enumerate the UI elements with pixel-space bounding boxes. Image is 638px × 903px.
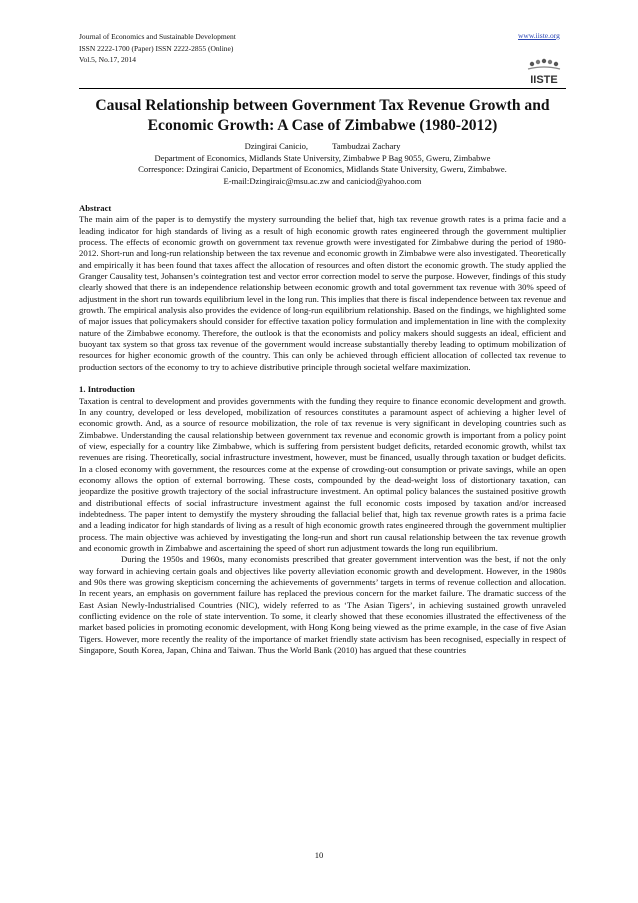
page-number: 10 xyxy=(314,850,324,860)
introduction-paragraph-1: Taxation is central to development and provides governments with the funding they require to finance economic development and growth. In any country, developed or less developed, mobilization of resources constitutes a paramount aspect of achieving a higher level of economic growth. And, as a source of resource mobilization, the role of tax revenue is very significant in developing countries such as Zimbabwe. Understanding the causal relationship between government tax revenue and economic growth is important from a policy point of view, especially for a country like Zimbabwe, which is suffering from persistent budget deficits, retarded economic growth, whilst tax revenues are rising. Theoretically, social infrastructure investment, however, must be financed, usually through taxation or budget deficits. In a closed economy with government, the resources come at the expense of crowding-out consumption or private savings, while an open economy allows the option of external borrowing. These costs, compounded by the dead-weight loss of distortionary taxation, can jeopardize the positive growth trajectory of the social infrastructure investment. An optimal policy balances the sustained positive growth and distributional effects of social infrastructure investment against the full economic costs imposed by taxation and/or increased indebtedness. The paper intent to demystify the mystery shrouding the fallacial belief that, high tax revenue growth rates is a prima facie and a leading indicator for high standards of living as a result of high economic growth rates engineered through the government multiplier process. The main objective was achieved by investigating the long-run and short run causal relationship between the tax revenue growth and economic growth in Zimbabwe and ascertaining the speed of short run adjustment towards the long run equilibrium. xyxy=(79,395,566,553)
introduction-heading: 1. Introduction xyxy=(79,384,135,395)
author-block xyxy=(79,141,566,187)
paper-body xyxy=(79,203,566,656)
iiste-logo xyxy=(522,56,566,88)
journal-url-link[interactable]: www.iiste.org xyxy=(518,31,560,40)
paper-title: Causal Relationship between Government Tax Revenue Growth and Economic Growth: A Case of Zimbabwe (1980-2012) xyxy=(95,97,550,134)
journal-info xyxy=(79,31,236,66)
abstract-heading: Abstract xyxy=(79,203,112,213)
volume: Vol.5, No.17, 2014 xyxy=(79,55,136,64)
logo-text: IISTE xyxy=(530,74,558,86)
correspondence: Corresponce: Dzingirai Canicio, Department of Economics, Midlands State University, Gweru, Zimbabwe. xyxy=(138,164,507,175)
author-2: Tambudzai Zachary xyxy=(332,141,401,151)
authors xyxy=(79,141,566,153)
email: E-mail:Dzingiraic@msu.ac.zw and caniciod@yahoo.com xyxy=(223,175,422,186)
journal-name: Journal of Economics and Sustainable Development xyxy=(79,32,236,41)
header-rule xyxy=(79,88,566,89)
issn: ISSN 2222-1700 (Paper) ISSN 2222-2855 (Online) xyxy=(79,43,234,53)
affiliation: Department of Economics, Midlands State University, Zimbabwe P Bag 9055, Gweru, Zimbabwe xyxy=(154,152,491,163)
author-1: Dzingirai Canicio, xyxy=(244,141,309,151)
abstract-text: The main aim of the paper is to demystify the mystery surrounding the belief that, high tax revenue growth rates is a prima facie and a leading indicator for high standards of living as a result of high economic growth rates engineered through the government multiplier process. The effects of economic growth on government tax revenue growth were investigated for Zimbabwe during the period of 1980-2012. Short-run and long-run relationship between the tax revenue and economic growth in Zimbabwe were also investigated. Theoretically and empirically it has been found that taxes affect the allocation of resources and often distort the economic growth. The study applied the Granger Causality test, Johansen’s cointegration test and vector error correction model to serve the purpose. However, findings of this study clearly showed that there is an independence relationship between economic growth and total government tax revenue with 30% speed of adjustment in the short run towards equilibrium level in the long run. This implies that there is fiscal independence between tax revenue and growth. The empirical analysis also provides the evidence of long-run equilibrium relationship. Based on the findings, we highlighted some of major issues that policymakers should consider for effective taxation policy formulation and implementation in line with the complexity nature of the Zimbabwe economy. Therefore, the outlook is that the economists and policy makers should suggests an ideal, efficient and buoyant tax system so that gross tax revenue of the government would increase substantially thereby leading to optimum mobilization of resources for higher economic growth of the country. This can only be achieved through efficient allocation of collected tax revenue to production sectors of the economy to try to achieve distributive principle through societal welfare maximization. xyxy=(79,214,566,372)
introduction-paragraph-2: During the 1950s and 1960s, many economists prescribed that greater government intervention was the best, if not the only way forward in achieving certain goals and objectives like poverty alleviation economic growth and development. However, in the 1980s and 90s there was growing skepticism concerning the achievements of governments’ targets in terms of revenue collection and allocation. In recent years, an emphasis on government failure has replaced the previous concern for the market failure. The dramatic success of the East Asian Newly-Industrialised Countries (NIC), widely referred to as ‘The Asian Tigers’, in achieving sustained growth unraveled conflicting evidence on the role of state intervention. To some, it clearly showed that these economies illustrated the effectiveness of the market based policies in promoting economic development, with Hong Kong being viewed as the prime example, in the case of five Asian Tigers. However, more recently the reality of the importance of market friendly state activism has been recognised, especially in respect of Singapore, South Korea, Japan, China and Taiwan. Thus the World Bank (2010) has argued that these countries xyxy=(79,554,566,656)
